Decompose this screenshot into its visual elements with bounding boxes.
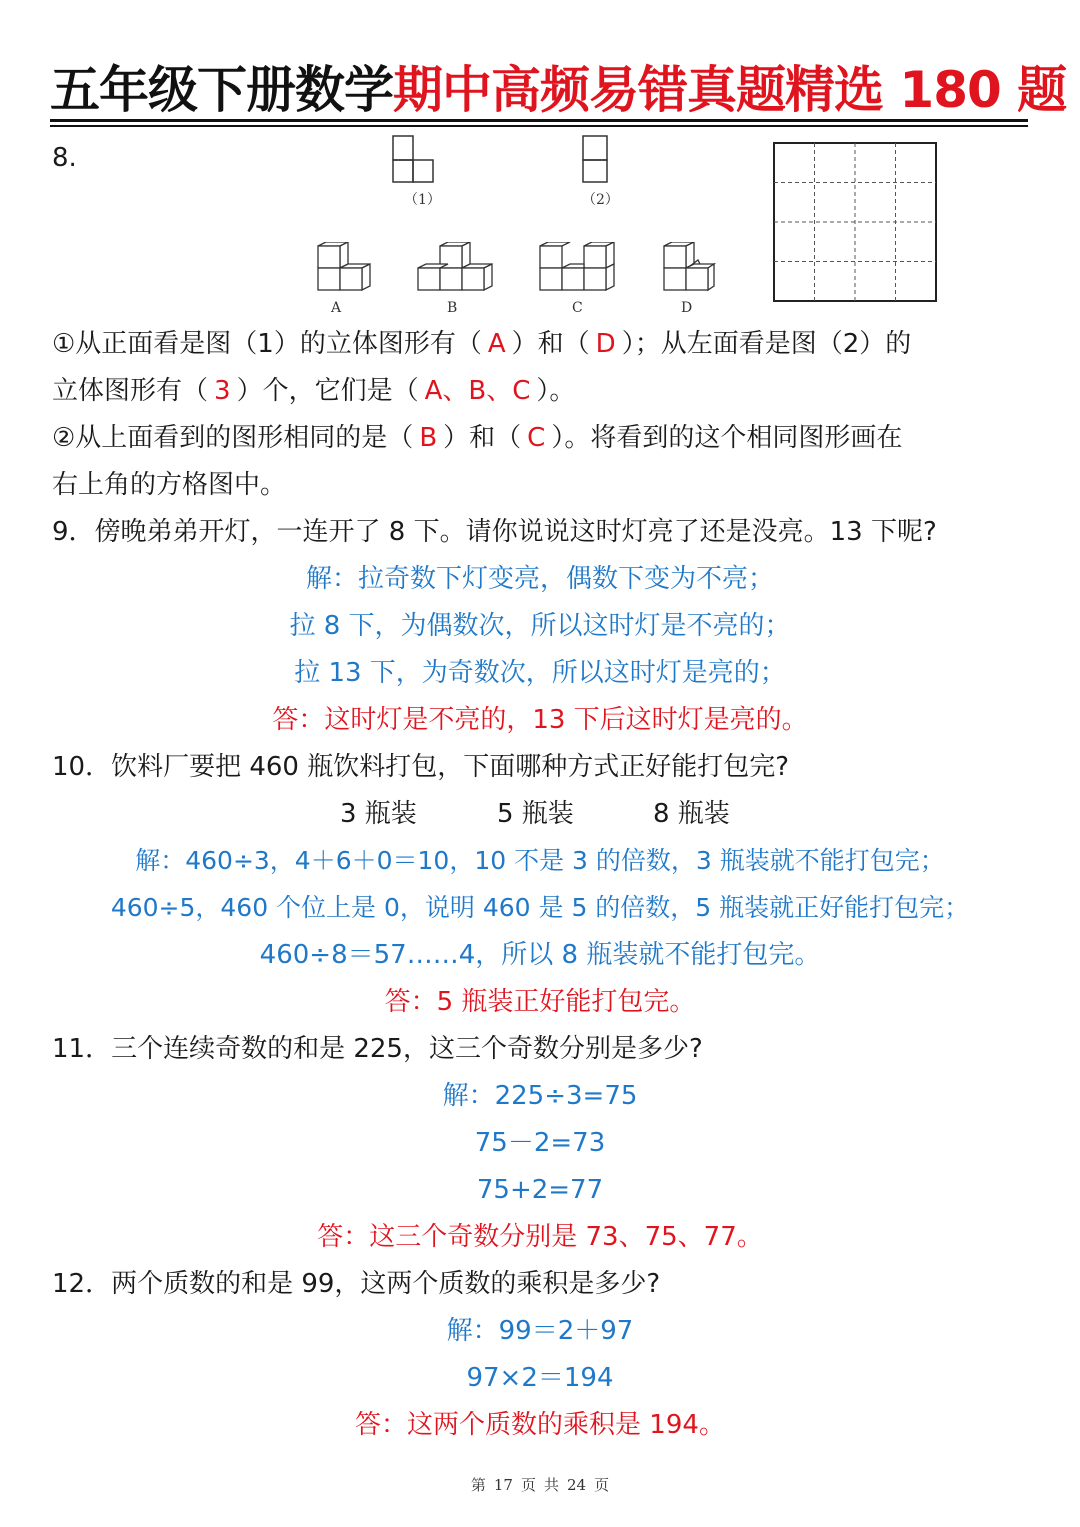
q8-text: ）。 xyxy=(536,376,576,406)
q8-text: ）和（ xyxy=(511,329,590,359)
footer-text: 页 xyxy=(520,1476,536,1494)
q8-line-2 xyxy=(52,373,575,409)
q11-solution-1: 解：225÷3=75 xyxy=(442,1081,638,1111)
q8-text: 立体图形有（ xyxy=(52,376,209,406)
q10-solution-2: 460÷5，460 个位上是 0，说明 460 是 5 的倍数，5 瓶装就正好能打包完； xyxy=(110,893,970,922)
q11-question: 11．三个连续奇数的和是 225，这三个奇数分别是多少? xyxy=(52,1034,703,1064)
q8-text: ①从正面看是图（1）的立体图形有（ xyxy=(52,329,482,359)
title-rule-top xyxy=(50,119,1028,122)
q10-solution-1: 解：460÷3，4＋6＋0＝10，10 不是 3 的倍数，3 瓶装就不能打包完； xyxy=(135,846,945,875)
q8-line-4: 右上角的方格图中。 xyxy=(52,470,287,500)
q12-solution-1: 解：99＝2＋97 xyxy=(446,1316,634,1346)
q11-solution-2: 75－2=73 xyxy=(474,1128,606,1158)
solid-figure-d xyxy=(660,242,720,300)
title-rule-bottom xyxy=(50,125,1028,127)
q8-answer-2: D xyxy=(595,329,616,359)
q8-answer-1: A xyxy=(487,329,506,359)
footer-text: 页 xyxy=(594,1476,610,1494)
q8-answer-3: 3 xyxy=(214,376,231,406)
q11-answer: 答：这三个奇数分别是 73、75、77。 xyxy=(317,1222,763,1252)
solid-figure-c xyxy=(536,242,618,300)
page-total: 24 xyxy=(567,1476,587,1494)
q8-number: 8. xyxy=(52,143,77,173)
figure-label-b: B xyxy=(447,300,458,316)
figure-label-c: C xyxy=(572,300,583,316)
q8-line-3 xyxy=(52,420,902,456)
q10-solution-3: 460÷8＝57……4，所以 8 瓶装就不能打包完。 xyxy=(259,940,821,970)
q8-answer-6: C xyxy=(527,423,546,453)
q12-question: 12．两个质数的和是 99，这两个质数的乘积是多少? xyxy=(52,1269,661,1299)
q10-option-3: 8 瓶装 xyxy=(653,799,730,829)
page-title xyxy=(50,58,1067,122)
q8-text: ②从上面看到的图形相同的是（ xyxy=(52,423,414,453)
q8-text: ）个，它们是（ xyxy=(236,376,419,406)
left-view-figure-2 xyxy=(582,135,610,185)
q8-text: ）和（ xyxy=(443,423,522,453)
figure-label-a: A xyxy=(331,300,342,316)
q8-text: ）；从左面看是图（2）的 xyxy=(621,329,912,359)
title-red-part: 期中高频易错真题精选 180 题 xyxy=(393,61,1067,119)
q8-line-1 xyxy=(52,326,911,362)
q9-solution-1: 解：拉奇数下灯变亮，偶数下变为不亮； xyxy=(305,564,774,594)
q11-solution-3: 75+2=77 xyxy=(476,1175,604,1205)
q8-answer-5: B xyxy=(419,423,438,453)
page-current: 17 xyxy=(493,1476,513,1494)
q10-answer: 答：5 瓶装正好能打包完。 xyxy=(384,987,696,1017)
q8-answer-4: A、B、C xyxy=(424,376,531,406)
figure-label-1: （1） xyxy=(404,192,441,208)
front-view-figure-1 xyxy=(392,135,444,185)
q9-solution-2: 拉 8 下，为偶数次，所以这时灯是不亮的； xyxy=(289,611,791,641)
q10-question: 10．饮料厂要把 460 瓶饮料打包，下面哪种方式正好能打包完? xyxy=(52,752,790,782)
q10-option-1: 3 瓶装 xyxy=(340,799,417,829)
footer-text: 共 xyxy=(544,1476,560,1494)
page-footer xyxy=(0,1474,1080,1495)
q8-text: ）。将看到的这个相同图形画在 xyxy=(551,423,903,453)
solid-figure-a xyxy=(312,242,372,300)
q9-answer: 答：这时灯是不亮的，13 下后这时灯是亮的。 xyxy=(272,705,808,735)
q10-option-2: 5 瓶装 xyxy=(497,799,574,829)
q9-question: 9．傍晚弟弟开灯，一连开了 8 下。请你说说这时灯亮了还是没亮。13 下呢? xyxy=(52,517,937,547)
figure-label-2: （2） xyxy=(582,192,619,208)
title-black-part: 五年级下册数学 xyxy=(50,61,393,119)
figure-label-d: D xyxy=(681,300,693,316)
q9-solution-3: 拉 13 下，为奇数次，所以这时灯是亮的； xyxy=(294,658,786,688)
solid-figure-b xyxy=(414,242,494,300)
answer-grid[interactable] xyxy=(772,141,940,305)
q12-solution-2: 97×2＝194 xyxy=(466,1363,614,1393)
q12-answer: 答：这两个质数的乘积是 194。 xyxy=(355,1410,725,1440)
footer-text: 第 xyxy=(470,1476,486,1494)
